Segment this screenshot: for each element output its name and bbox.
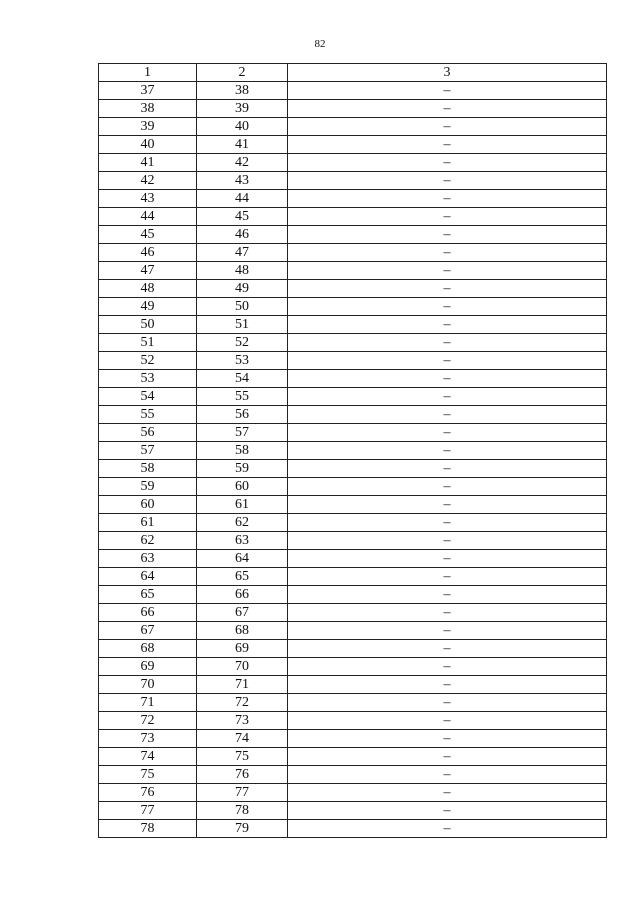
table-cell-col-3: – <box>288 658 607 676</box>
table-cell-col-1: 52 <box>99 352 197 370</box>
table-cell-col-1: 59 <box>99 478 197 496</box>
table-cell-col-1: 66 <box>99 604 197 622</box>
table-cell-col-1: 50 <box>99 316 197 334</box>
table-cell-col-3: – <box>288 820 607 838</box>
table-cell-col-2: 38 <box>197 82 288 100</box>
data-table <box>98 63 607 838</box>
column-header-3: 3 <box>288 64 607 82</box>
table-cell-col-2: 39 <box>197 100 288 118</box>
table-cell-col-3: – <box>288 730 607 748</box>
table-cell-col-2: 77 <box>197 784 288 802</box>
table-cell-col-2: 53 <box>197 352 288 370</box>
table-cell-col-2: 45 <box>197 208 288 226</box>
table-cell-col-3: – <box>288 460 607 478</box>
table-row <box>99 136 607 154</box>
table-cell-col-1: 53 <box>99 370 197 388</box>
table-cell-col-2: 60 <box>197 478 288 496</box>
table-cell-col-2: 63 <box>197 532 288 550</box>
table-cell-col-2: 64 <box>197 550 288 568</box>
table-row <box>99 586 607 604</box>
table-cell-col-3: – <box>288 136 607 154</box>
table-cell-col-2: 57 <box>197 424 288 442</box>
table-cell-col-2: 69 <box>197 640 288 658</box>
table-cell-col-3: – <box>288 352 607 370</box>
table-cell-col-3: – <box>288 154 607 172</box>
table-row <box>99 244 607 262</box>
table-cell-col-2: 67 <box>197 604 288 622</box>
table-cell-col-1: 61 <box>99 514 197 532</box>
table-row <box>99 100 607 118</box>
table-row <box>99 802 607 820</box>
table-cell-col-1: 37 <box>99 82 197 100</box>
table-cell-col-2: 44 <box>197 190 288 208</box>
table-row <box>99 406 607 424</box>
table-cell-col-2: 56 <box>197 406 288 424</box>
table-cell-col-2: 76 <box>197 766 288 784</box>
table-row <box>99 676 607 694</box>
table-cell-col-1: 48 <box>99 280 197 298</box>
table-cell-col-3: – <box>288 532 607 550</box>
table-row <box>99 118 607 136</box>
table-cell-col-1: 39 <box>99 118 197 136</box>
table-cell-col-3: – <box>288 784 607 802</box>
table-cell-col-1: 62 <box>99 532 197 550</box>
table-cell-col-2: 43 <box>197 172 288 190</box>
column-header-2: 2 <box>197 64 288 82</box>
table-cell-col-3: – <box>288 262 607 280</box>
table-row <box>99 694 607 712</box>
table-row <box>99 82 607 100</box>
table-row <box>99 784 607 802</box>
table-cell-col-2: 48 <box>197 262 288 280</box>
table-cell-col-1: 38 <box>99 100 197 118</box>
table-cell-col-3: – <box>288 694 607 712</box>
table-row <box>99 208 607 226</box>
table-cell-col-1: 60 <box>99 496 197 514</box>
table-cell-col-2: 62 <box>197 514 288 532</box>
table-row <box>99 640 607 658</box>
table-cell-col-2: 50 <box>197 298 288 316</box>
table-cell-col-1: 58 <box>99 460 197 478</box>
table-cell-col-3: – <box>288 280 607 298</box>
table-row <box>99 154 607 172</box>
table-cell-col-3: – <box>288 586 607 604</box>
table-row <box>99 496 607 514</box>
table-cell-col-3: – <box>288 496 607 514</box>
table-cell-col-1: 68 <box>99 640 197 658</box>
table-cell-col-2: 41 <box>197 136 288 154</box>
table-cell-col-3: – <box>288 550 607 568</box>
table-cell-col-1: 70 <box>99 676 197 694</box>
table-cell-col-3: – <box>288 514 607 532</box>
table-cell-col-3: – <box>288 766 607 784</box>
table-cell-col-2: 54 <box>197 370 288 388</box>
table-cell-col-1: 76 <box>99 784 197 802</box>
table-cell-col-2: 46 <box>197 226 288 244</box>
table-cell-col-3: – <box>288 424 607 442</box>
table-cell-col-1: 65 <box>99 586 197 604</box>
table-cell-col-2: 70 <box>197 658 288 676</box>
table-row <box>99 388 607 406</box>
table-cell-col-2: 61 <box>197 496 288 514</box>
table-cell-col-1: 46 <box>99 244 197 262</box>
table-row <box>99 478 607 496</box>
table-cell-col-1: 54 <box>99 388 197 406</box>
table-row <box>99 370 607 388</box>
table-cell-col-2: 65 <box>197 568 288 586</box>
table-row <box>99 226 607 244</box>
table-cell-col-1: 72 <box>99 712 197 730</box>
table-cell-col-1: 40 <box>99 136 197 154</box>
table-cell-col-1: 73 <box>99 730 197 748</box>
table-row <box>99 424 607 442</box>
table-row <box>99 262 607 280</box>
table-row <box>99 460 607 478</box>
table-body <box>99 82 607 838</box>
table-row <box>99 766 607 784</box>
table-row <box>99 352 607 370</box>
table-cell-col-2: 66 <box>197 586 288 604</box>
table-cell-col-1: 74 <box>99 748 197 766</box>
table-cell-col-1: 49 <box>99 298 197 316</box>
table-row <box>99 748 607 766</box>
table-cell-col-2: 59 <box>197 460 288 478</box>
table-row <box>99 622 607 640</box>
table-cell-col-2: 58 <box>197 442 288 460</box>
table-cell-col-3: – <box>288 226 607 244</box>
table-cell-col-1: 44 <box>99 208 197 226</box>
table-row <box>99 532 607 550</box>
table-cell-col-2: 78 <box>197 802 288 820</box>
table-cell-col-2: 51 <box>197 316 288 334</box>
table-cell-col-1: 45 <box>99 226 197 244</box>
table-cell-col-3: – <box>288 298 607 316</box>
table-row <box>99 190 607 208</box>
table-cell-col-3: – <box>288 604 607 622</box>
table-cell-col-3: – <box>288 208 607 226</box>
table-cell-col-3: – <box>288 442 607 460</box>
table-cell-col-1: 56 <box>99 424 197 442</box>
table-cell-col-3: – <box>288 478 607 496</box>
table-cell-col-1: 77 <box>99 802 197 820</box>
table-cell-col-3: – <box>288 622 607 640</box>
table-cell-col-3: – <box>288 82 607 100</box>
table-cell-col-1: 43 <box>99 190 197 208</box>
table-cell-col-3: – <box>288 334 607 352</box>
table-row <box>99 172 607 190</box>
table-cell-col-3: – <box>288 802 607 820</box>
table-cell-col-3: – <box>288 712 607 730</box>
table-cell-col-1: 51 <box>99 334 197 352</box>
table-cell-col-2: 49 <box>197 280 288 298</box>
table-row <box>99 604 607 622</box>
table-cell-col-1: 63 <box>99 550 197 568</box>
table-cell-col-1: 67 <box>99 622 197 640</box>
table-cell-col-2: 79 <box>197 820 288 838</box>
table-cell-col-2: 71 <box>197 676 288 694</box>
column-header-1: 1 <box>99 64 197 82</box>
table-cell-col-1: 42 <box>99 172 197 190</box>
table-cell-col-2: 74 <box>197 730 288 748</box>
table-cell-col-1: 69 <box>99 658 197 676</box>
table-cell-col-2: 75 <box>197 748 288 766</box>
table-cell-col-3: – <box>288 316 607 334</box>
table-cell-col-3: – <box>288 370 607 388</box>
table-cell-col-3: – <box>288 748 607 766</box>
table-cell-col-3: – <box>288 172 607 190</box>
table-cell-col-3: – <box>288 100 607 118</box>
table-cell-col-2: 55 <box>197 388 288 406</box>
table-cell-col-1: 71 <box>99 694 197 712</box>
table-cell-col-2: 52 <box>197 334 288 352</box>
header-row <box>99 64 607 82</box>
table-row <box>99 712 607 730</box>
page-number: 82 <box>314 38 326 50</box>
table-cell-col-2: 73 <box>197 712 288 730</box>
table-row <box>99 280 607 298</box>
table-cell-col-3: – <box>288 190 607 208</box>
table-row <box>99 568 607 586</box>
table-row <box>99 316 607 334</box>
table-cell-col-3: – <box>288 244 607 262</box>
table-cell-col-1: 41 <box>99 154 197 172</box>
table-cell-col-1: 55 <box>99 406 197 424</box>
table-cell-col-3: – <box>288 676 607 694</box>
table-cell-col-1: 78 <box>99 820 197 838</box>
table-cell-col-1: 57 <box>99 442 197 460</box>
table-row <box>99 334 607 352</box>
table-cell-col-1: 75 <box>99 766 197 784</box>
table-row <box>99 820 607 838</box>
table-cell-col-2: 68 <box>197 622 288 640</box>
table-cell-col-3: – <box>288 406 607 424</box>
table-cell-col-1: 64 <box>99 568 197 586</box>
table-row <box>99 550 607 568</box>
table-row <box>99 442 607 460</box>
table-cell-col-1: 47 <box>99 262 197 280</box>
table-cell-col-3: – <box>288 388 607 406</box>
table-cell-col-2: 47 <box>197 244 288 262</box>
table-cell-col-2: 72 <box>197 694 288 712</box>
table-cell-col-3: – <box>288 568 607 586</box>
table-cell-col-2: 40 <box>197 118 288 136</box>
table-row <box>99 298 607 316</box>
table-cell-col-3: – <box>288 118 607 136</box>
table-row <box>99 514 607 532</box>
table-row <box>99 730 607 748</box>
table-row <box>99 658 607 676</box>
table-cell-col-3: – <box>288 640 607 658</box>
table-cell-col-2: 42 <box>197 154 288 172</box>
